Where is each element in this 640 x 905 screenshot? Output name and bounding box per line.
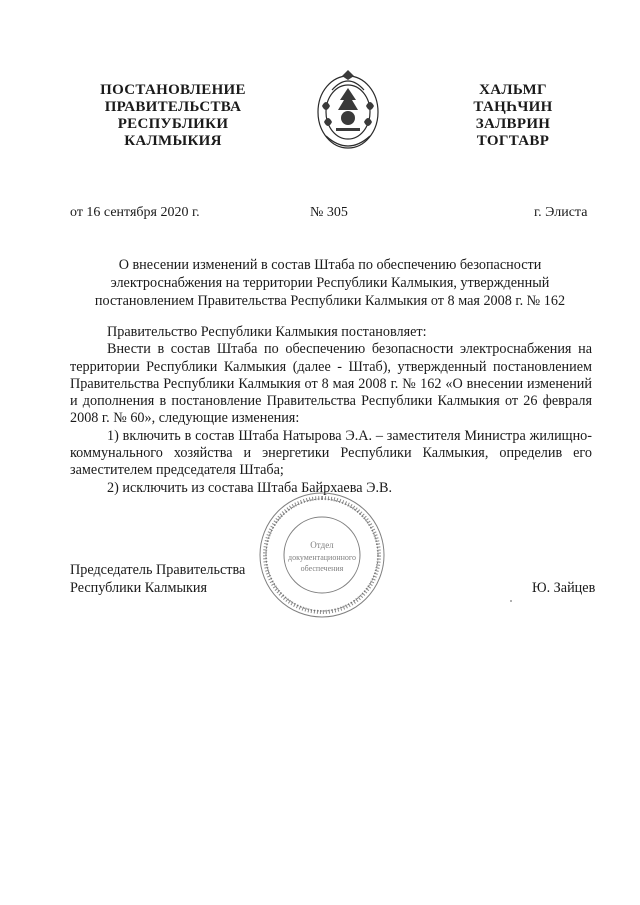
header-right-line-4: ТОГТАВР	[476, 133, 550, 149]
official-stamp-icon	[257, 490, 387, 620]
kalmykia-emblem-icon	[312, 66, 384, 154]
title-line-3: постановлением Правительства Республики Калмыкия от 8 мая 2008 г. № 162	[94, 293, 566, 309]
header-left-line-1: ПОСТАНОВЛЕНИЕ	[100, 82, 246, 98]
header-right-title	[448, 82, 578, 150]
document-date: от 16 сентября 2020 г.	[70, 205, 200, 220]
header-left-line-3: РЕСПУБЛИКИ	[117, 116, 229, 132]
header-left-line-2: ПРАВИТЕЛЬСТВА	[104, 99, 242, 115]
document-title	[70, 256, 590, 310]
signatory-name: Ю. Зайцев	[532, 580, 596, 596]
header-left-line-4: КАЛМЫКИЯ	[124, 133, 222, 149]
body-paragraph-2: Внести в состав Штаба по обеспечению безопасности электроснабжения на территории Республики Калмыкия (далее - Штаб), утвержденный постановлением Правительства Республики Калмыкия от 8 мая 2008 г. № 162 «О внесении изменений и дополнения в постановление Правительства Республики Калмыкия от 26 февраля 2008 г. № 60», следующие изменения:	[70, 341, 592, 427]
document-number: № 305	[310, 205, 348, 220]
stamp-line-1: Отдел	[310, 540, 334, 550]
header-right-line-1: ХАЛЬМГ	[479, 82, 547, 98]
header-right-line-2: ТАҢҺЧИН	[473, 99, 553, 115]
stamp-line-2: документационного	[288, 553, 356, 562]
header-right-line-3: ЗАЛВРИН	[475, 116, 551, 132]
body-paragraph-4: 2) исключить из состава Штаба Байрхаева Э.В.	[107, 479, 392, 496]
title-line-1: О внесении изменений в состав Штаба по обеспечению безопасности	[118, 257, 542, 273]
document-body	[70, 324, 592, 497]
signatory-position-line-2: Республики Калмыкия	[70, 579, 208, 596]
document-city: г. Элиста	[534, 205, 588, 220]
scan-speck	[510, 600, 512, 602]
signatory-position	[70, 562, 245, 597]
stamp-line-3: обеспечения	[300, 564, 344, 573]
body-paragraph-1: Правительство Республики Калмыкия постановляет:	[107, 324, 427, 340]
signatory-position-line-1: Председатель Правительства	[70, 562, 246, 578]
body-paragraph-3: 1) включить в состав Штаба Натырова Э.А. – заместителя Министра жилищно-коммунального хозяйства и энергетики Республики Калмыкия, определив его заместителем председателя Штаба;	[70, 427, 592, 479]
title-line-2: электроснабжения на территории Республики Калмыкия, утвержденный	[110, 275, 550, 291]
header-left-title	[78, 82, 268, 150]
